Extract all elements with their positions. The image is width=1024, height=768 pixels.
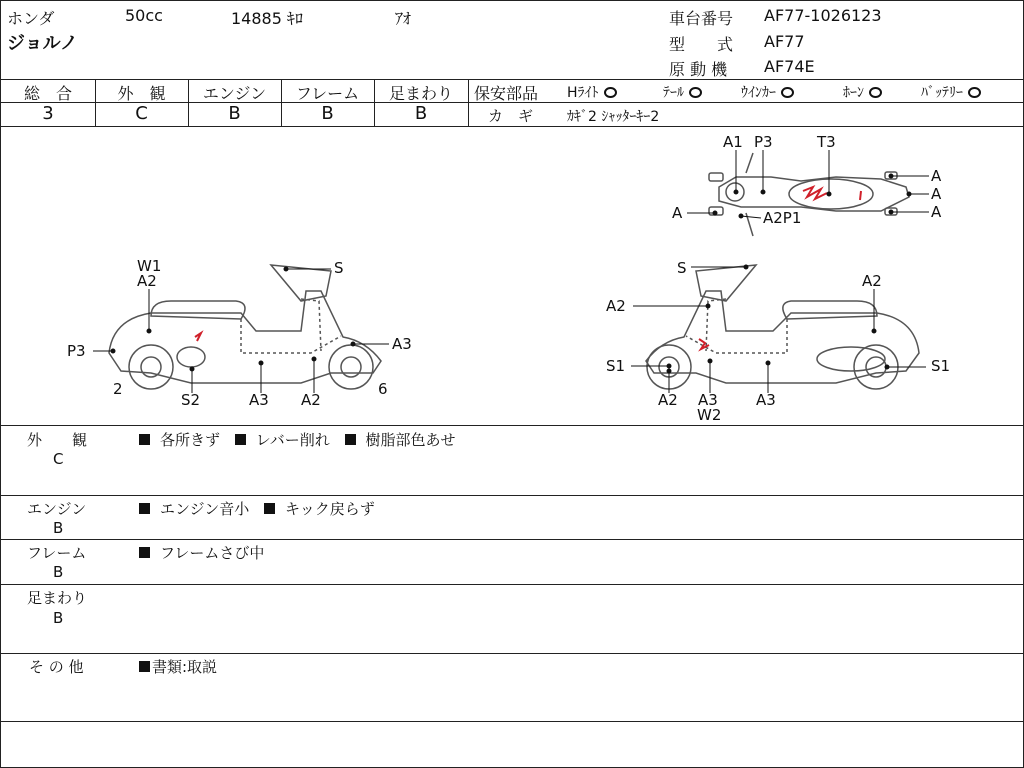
displacement: 50cc [125,6,163,25]
engine-label: 原 動 機 [669,60,728,79]
grade-header-suspension: 足まわり [388,84,453,103]
label-top-a-4: A [672,204,683,222]
note-grade-frame: B [53,563,64,581]
label-right-a2-left: A2 [606,297,626,315]
scooter-diagram [1,127,1024,425]
label-right-a3-rear: A3 [756,391,776,409]
safety-item-battery: ﾊﾞｯﾃﾘｰ [921,82,981,102]
note-items-frame: フレームさび中 [139,542,274,563]
maker: ホンダ [7,9,55,28]
grade-header-frame: フレーム [295,84,360,103]
note-grade-suspension: B [53,609,64,627]
label-top-a2p1: A2P1 [763,209,802,227]
frame-no-label: 車台番号 [669,9,734,28]
ok-mark-icon [968,87,981,98]
grade-header-exterior: 外 観 [117,84,166,103]
key-value: ｶｷﾞ2 ｼｬｯﾀｰｷｰ2 [567,109,660,125]
label-left-s: S [334,259,344,277]
note-category-engine: エンジン [27,500,87,518]
type-label: 型 式 [669,35,734,54]
label-right-w2: W2 [697,406,722,424]
bullet-icon [235,434,246,445]
note-category-frame: フレーム [27,544,87,562]
label-right-s: S [677,259,687,277]
grade-suspension: B [414,103,428,124]
label-left-a2-bottom: A2 [301,391,321,409]
note-category-suspension: 足まわり [27,589,88,607]
label-right-a2-bottom: A2 [658,391,678,409]
type-value: AF77 [764,32,805,51]
safety-item-horn: ﾎｰﾝ [843,82,882,102]
key-label: カ ギ [488,107,534,125]
label-top-a1: A1 [723,133,743,151]
label-left-a3-front: A3 [392,335,412,353]
ok-mark-icon [781,87,794,98]
label-right-a2-top: A2 [862,272,882,290]
note-items-other: 書類:取説 [139,656,217,677]
label-left-2: 2 [113,380,123,398]
grade-header-engine: エンジン [202,84,267,103]
label-top-a-3: A [931,203,942,221]
engine-value: AF74E [764,57,815,76]
note-category-exterior: 外 観 [27,431,88,449]
mileage: 14885 ｷﾛ [231,9,303,28]
bullet-icon [139,434,150,445]
color: ｱｵ [395,9,412,28]
safety-label: 保安部品 [474,84,539,103]
label-right-s1-left: S1 [606,357,626,375]
ok-mark-icon [869,87,882,98]
label-left-w1: W1 [137,257,162,275]
grade-header-overall: 総 合 [23,84,72,103]
grade-engine: B [228,103,241,124]
label-left-6: 6 [378,380,388,398]
grade-frame: B [321,103,334,124]
bullet-icon [139,547,150,558]
label-left-s2: S2 [181,391,201,409]
note-grade-exterior: C [53,450,64,468]
label-top-a-1: A [931,167,942,185]
label-top-p3: P3 [754,133,773,151]
note-grade-engine: B [53,519,64,537]
label-right-s1-right: S1 [931,357,951,375]
ok-mark-icon [604,87,617,98]
model-name: ジョルノ [7,33,78,54]
label-left-p3: P3 [67,342,86,360]
note-items-engine: エンジン音小 キック戻らず [139,498,385,519]
label-left-a3: A3 [249,391,269,409]
note-items-exterior: 各所きず レバー削れ 樹脂部色あせ [139,429,466,450]
label-top-t3: T3 [817,133,836,151]
label-left-a2: A2 [137,272,157,290]
frame-no: AF77-1026123 [764,6,882,25]
bullet-icon [139,503,150,514]
note-category-other: そ の 他 [29,658,84,676]
label-top-a-2: A [931,185,942,203]
bullet-icon [345,434,356,445]
safety-item-winker: ｳｲﾝｶｰ [741,82,794,102]
grade-overall: 3 [42,103,54,124]
bullet-icon [139,661,150,672]
safety-item-headlight: Hﾗｲﾄ [567,82,617,102]
label-right-a3: A3 [698,391,718,409]
ok-mark-icon [689,87,702,98]
grade-exterior: C [135,103,148,124]
bullet-icon [264,503,275,514]
safety-item-tail: ﾃｰﾙ [663,82,702,102]
